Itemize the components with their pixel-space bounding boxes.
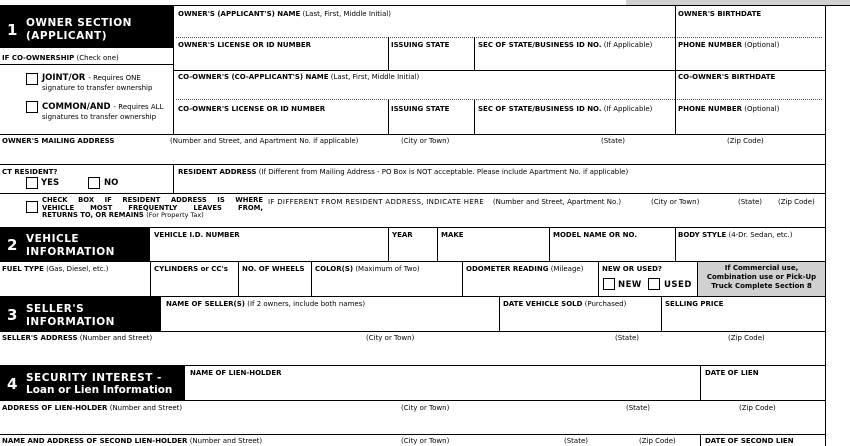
- section-2-title-line1: VEHICLE: [26, 233, 80, 245]
- property-tax-line2: VEHICLE MOST FREQUENTLY LEAVES FROM,: [42, 203, 263, 212]
- property-tax-text: [42, 197, 263, 220]
- if-different-label: IF DIFFERENT FROM RESIDENT ADDRESS, INDICATE HERE (Number and Street, Apartment No.): [268, 198, 622, 206]
- new-label: NEW: [618, 280, 642, 290]
- co-owner-birthdate-label: CO-OWNER'S BIRTHDATE: [678, 73, 776, 81]
- common-and-checkbox[interactable]: [26, 101, 38, 113]
- joint-or-option: JOINT/OR - Requires ONE: [42, 73, 141, 83]
- vin-label: VEHICLE I.D. NUMBER: [154, 231, 240, 239]
- section-1-title-line2: (APPLICANT): [26, 30, 107, 42]
- second-lienholder-city-label: (City or Town): [401, 437, 450, 445]
- new-checkbox[interactable]: [603, 278, 615, 290]
- joint-or-desc: signature to transfer ownership: [42, 84, 153, 92]
- mailing-state-label: (State): [601, 137, 625, 145]
- lienholder-address-label: ADDRESS OF LIEN-HOLDER (Number and Street): [2, 404, 183, 412]
- ct-resident-yes-label: YES: [41, 178, 60, 188]
- co-issuing-state-label: ISSUING STATE: [391, 105, 450, 113]
- divider: [675, 70, 676, 134]
- property-tax-line3: RETURNS TO, OR REMAINS (For Property Tax): [42, 211, 204, 219]
- section-2-number: 2: [7, 236, 18, 254]
- section-3-number: 3: [7, 306, 18, 324]
- lienholder-state-label: (State): [626, 404, 650, 412]
- divider: [311, 261, 312, 296]
- property-tax-line1: CHECK BOX IF RESIDENT ADDRESS IS WHERE: [42, 196, 263, 204]
- date-of-lien-label: DATE OF LIEN: [705, 369, 759, 377]
- owner-name-label: OWNER'S (APPLICANT'S) NAME (Last, First, Middle Initial): [178, 10, 391, 18]
- commercial-note-line2: Combination use or Pick-Up: [706, 273, 817, 281]
- divider: [675, 6, 676, 70]
- divider: [499, 297, 500, 331]
- phone-label: PHONE NUMBER (Optional): [678, 41, 780, 49]
- commercial-note-line3: Truck Complete Section 8: [711, 282, 812, 290]
- section-1-number: 1: [7, 21, 18, 39]
- divider: [388, 228, 389, 261]
- owner-birthdate-label: OWNER'S BIRTHDATE: [678, 10, 762, 18]
- date-second-lien-label: DATE OF SECOND LIEN: [705, 437, 794, 445]
- right-border: [825, 5, 826, 446]
- body-style-label: BODY STYLE (4-Dr. Sedan, etc.): [678, 231, 793, 239]
- ct-resident-no-label: NO: [104, 178, 119, 188]
- selling-price-label: SELLING PRICE: [665, 300, 724, 308]
- commercial-note-line1: If Commercial use,: [724, 264, 799, 272]
- common-and-option: COMMON/AND - Requires ALL: [42, 102, 164, 112]
- section-4-number: 4: [7, 375, 18, 393]
- make-label: MAKE: [441, 231, 464, 239]
- section-4-header: [0, 366, 185, 400]
- used-checkbox[interactable]: [648, 278, 660, 290]
- co-owner-name-line: [176, 99, 675, 100]
- lienholder-city-label: (City or Town): [401, 404, 450, 412]
- section-3-title-line2: INFORMATION: [26, 316, 115, 328]
- section-1-title-line1: OWNER SECTION: [26, 17, 132, 29]
- row-rule: [173, 70, 825, 71]
- sec-of-state-label: SEC OF STATE/BUSINESS ID NO. (If Applicable): [478, 41, 653, 49]
- resident-address-label: RESIDENT ADDRESS (If Different from Mailing Address - PO Box is NOT acceptable. Please include Apartment No. if applicable): [178, 168, 629, 176]
- divider: [700, 366, 701, 400]
- seller-state-label: (State): [615, 334, 639, 342]
- row-rule: [0, 64, 173, 65]
- co-ownership-label: IF CO-OWNERSHIP (Check one): [2, 54, 119, 62]
- co-sec-of-state-label: SEC OF STATE/BUSINESS ID NO. (If Applicable): [478, 105, 653, 113]
- row-rule: [0, 164, 825, 165]
- section-3-title-line1: SELLER'S: [26, 303, 85, 315]
- model-label: MODEL NAME OR NO.: [553, 231, 637, 239]
- section-2-header: [0, 228, 150, 261]
- second-lienholder-zip-label: (Zip Code): [639, 437, 676, 445]
- divider: [388, 37, 389, 70]
- divider: [462, 261, 463, 296]
- cylinders-label: CYLINDERS or CC's: [154, 265, 228, 273]
- owner-birthdate-line: [677, 37, 822, 38]
- section-4-title-line1: SECURITY INTEREST -: [26, 372, 162, 384]
- divider: [173, 164, 174, 193]
- divider: [700, 434, 701, 446]
- lienholder-zip-label: (Zip Code): [739, 404, 776, 412]
- if-different-zip-label: (Zip Code): [778, 198, 815, 206]
- co-owner-birthdate-line: [677, 99, 822, 100]
- divider: [150, 261, 151, 296]
- second-lienholder-state-label: (State): [564, 437, 588, 445]
- seller-name-label: NAME OF SELLER(S) (If 2 owners, include both names): [166, 300, 366, 308]
- fuel-type-label: FUEL TYPE (Gas, Diesel, etc.): [2, 265, 109, 273]
- odometer-label: ODOMETER READING (Mileage): [466, 265, 584, 273]
- mailing-city-label: (City or Town): [401, 137, 450, 145]
- date-sold-label: DATE VEHICLE SOLD (Purchased): [503, 300, 627, 308]
- seller-address-label: SELLER'S ADDRESS (Number and Street): [2, 334, 153, 342]
- row-rule: [0, 134, 825, 135]
- used-label: USED: [664, 280, 692, 290]
- ct-resident-yes-checkbox[interactable]: [26, 177, 38, 189]
- owner-name-line: [176, 37, 675, 38]
- property-tax-checkbox[interactable]: [26, 201, 38, 213]
- lienholder-label: NAME OF LIEN-HOLDER: [190, 369, 282, 377]
- divider: [474, 100, 475, 134]
- section-3-header: [0, 297, 161, 331]
- ct-resident-no-checkbox[interactable]: [88, 177, 100, 189]
- wheels-label: NO. OF WHEELS: [242, 265, 305, 273]
- section-1-header: [0, 6, 173, 48]
- co-owner-name-label: CO-OWNER'S (CO-APPLICANT'S) NAME (Last, First, Middle Initial): [178, 73, 420, 81]
- divider: [238, 261, 239, 296]
- mailing-address-hint: (Number and Street, and Apartment No. if applicable): [170, 137, 359, 145]
- commercial-note: [698, 264, 825, 291]
- seller-city-label: (City or Town): [366, 334, 415, 342]
- if-different-state-label: (State): [738, 198, 762, 206]
- owner-license-label: OWNER'S LICENSE OR ID NUMBER: [178, 41, 312, 49]
- seller-zip-label: (Zip Code): [728, 334, 765, 342]
- co-owner-license-label: CO-OWNER'S LICENSE OR ID NUMBER: [178, 105, 326, 113]
- row-rule: [0, 193, 825, 194]
- if-different-city-label: (City or Town): [651, 198, 700, 206]
- row-rule: [0, 434, 825, 435]
- row-rule: [0, 400, 825, 401]
- mailing-address-label: OWNER'S MAILING ADDRESS: [2, 137, 115, 145]
- co-phone-label: PHONE NUMBER (Optional): [678, 105, 780, 113]
- year-label: YEAR: [392, 231, 413, 239]
- section-2-title-line2: INFORMATION: [26, 246, 115, 258]
- common-and-desc: signatures to transfer ownership: [42, 113, 157, 121]
- row-rule: [0, 331, 825, 332]
- colors-label: COLOR(S) (Maximum of Two): [315, 265, 420, 273]
- divider: [598, 261, 599, 296]
- mailing-zip-label: (Zip Code): [727, 137, 764, 145]
- divider: [437, 228, 438, 261]
- divider: [661, 297, 662, 331]
- joint-or-checkbox[interactable]: [26, 73, 38, 85]
- issuing-state-label: ISSUING STATE: [391, 41, 450, 49]
- divider: [388, 100, 389, 134]
- new-used-label: NEW OR USED?: [602, 265, 662, 273]
- ct-resident-label: CT RESIDENT?: [2, 168, 58, 176]
- divider: [474, 37, 475, 70]
- divider: [549, 228, 550, 261]
- divider: [675, 228, 676, 261]
- second-lienholder-label: NAME AND ADDRESS OF SECOND LIEN-HOLDER (Number and Street): [2, 437, 263, 445]
- section-4-title-line2: Loan or Lien Information: [26, 384, 173, 396]
